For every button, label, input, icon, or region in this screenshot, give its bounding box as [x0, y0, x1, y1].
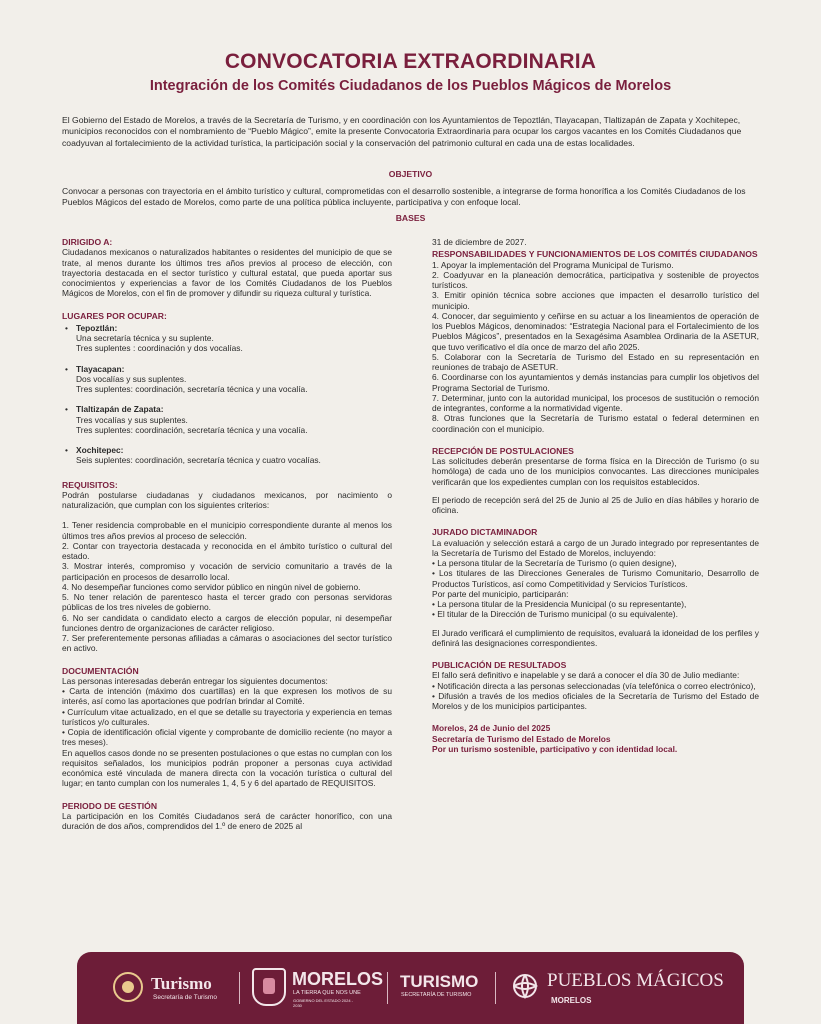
- lugar-name: • Xochitepec:: [76, 445, 124, 455]
- logo-sectur-sub: SECRETARÍA DE TURISMO: [401, 992, 472, 998]
- requisito-item: 1. Tener residencia comprobable en el municipio correspondiente durante al menos los últimos tres años previos al proceso de selección.: [62, 520, 392, 541]
- logo-pueblos-sub: MORELOS: [551, 996, 592, 1005]
- lugar-name: • Tepoztlán:: [76, 322, 118, 333]
- jurado-item: • Los titulares de las Direcciones Generales de Turismo Comunitario, Desarrollo de Productos Turísticos, así como Competitividad y Servicios Turísticos.: [432, 568, 759, 589]
- requisito-item: 2. Contar con trayectoria destacada y reconocida en el ámbito turístico o cultural del estado.: [62, 540, 392, 561]
- page-subtitle: Integración de los Comités Ciudadanos de los Pueblos Mágicos de Morelos: [149, 78, 672, 94]
- requisito-item: 3. Mostrar interés, compromiso y vocación de servicio comunitario a través de la participación en procesos de desarrollo local.: [62, 561, 392, 582]
- signature-office: Secretaría de Turismo del Estado de Morelos: [432, 733, 611, 744]
- page-title: CONVOCATORIA EXTRAORDINARIA: [224, 50, 597, 73]
- logo-turismo-sub: Secretaría de Turismo: [153, 994, 217, 1001]
- jurado-municipio-item: • La persona titular de la Presidencia Municipal (o su representante),: [432, 599, 687, 609]
- jurado-municipio-item: • El titular de la Dirección de Turismo municipal (o su equivalente).: [432, 609, 678, 620]
- requisitos-intro: Podrán postularse ciudadanas y ciudadanos mexicanos, por nacimiento o naturalización, que cumplan con los siguientes criterios:: [62, 489, 392, 510]
- requisito-item: 4. No desempeñar funciones como servidor público en ningún nivel de gobierno.: [62, 581, 361, 592]
- lugares-heading: LUGARES POR OCUPAR:: [62, 310, 167, 321]
- responsabilidad-item: 5. Colaborar con la Secretaría de Turismo del Estado en su representación en reuniones de trabajo de ASETUR.: [432, 351, 759, 372]
- logo-morelos-small: GOBIERNO DEL ESTADO 2024 - 2030: [293, 998, 354, 1008]
- objetivo-text: Convocar a personas con trayectoria en el ámbito turístico y cultural, comprometidas con el desarrollo sostenible, a integrarse de forma honorífica a los Comités Ciudadanos de los Pueblos Mágicos del estado de Morelos, como parte de una política pública incluyente, participativa y con enfoque local.: [62, 186, 746, 208]
- lugar-name: • Tlaltizapán de Zapata:: [76, 404, 164, 415]
- lugar-name: • Tlayacapan:: [76, 363, 125, 374]
- requisito-item: 7. Ser preferentemente personas afiliadas a cámaras o asociaciones del sector turístico en activo.: [62, 633, 392, 654]
- lugar-item: [62, 445, 392, 466]
- footer-divider: [239, 972, 240, 1004]
- lugar-line: Dos vocalías y sus suplentes.: [76, 373, 187, 384]
- responsabilidad-item: 7. Determinar, junto con la autoridad municipal, los procesos de sustitución o remoción de integrantes, conforme a la normatividad vigente.: [432, 392, 759, 413]
- lugar-line: Tres suplentes : coordinación y dos vocalías.: [76, 343, 243, 354]
- lugar-line: Tres suplentes: coordinación, secretaría técnica y una vocalía.: [76, 424, 308, 435]
- documento-item: • Copia de identificación oficial vigente y comprobante de domicilio reciente (no mayor a tres meses).: [62, 727, 392, 748]
- logo-morelos-title: MORELOS: [292, 969, 384, 989]
- recepcion-heading: RECEPCIÓN DE POSTULACIONES: [432, 445, 574, 456]
- logo-morelos-sub: LA TIERRA QUE NOS UNE: [293, 990, 361, 996]
- dirigido-heading: DIRIGIDO A:: [62, 237, 113, 247]
- lugar-item: [62, 404, 392, 435]
- logo-pueblos-title: PUEBLOS MÁGICOS: [547, 970, 724, 991]
- logo-turismo-title: Turismo: [151, 974, 212, 993]
- footer-divider: [387, 972, 388, 1004]
- state-seal-icon: [113, 972, 143, 1002]
- lugar-item: [62, 323, 392, 354]
- responsabilidad-item: 1. Apoyar la implementación del Programa Municipal de Turismo.: [432, 259, 674, 270]
- intro-paragraph: El Gobierno del Estado de Morelos, a través de la Secretaría de Turismo, y en coordinación con los Ayuntamientos de Tepoztlán, Tlayacapan, Tlaltizapán de Zapata y Xochitepec, municipios reconocidos con el nombramiento de “Pueblo Mágico”, emite la presente Convocatoria Extraordinaria para ocupar los cargos vacantes en los Comités Ciudadanos que coadyuvan al fortalecimiento de la actividad turística, la participación social y la conservación del patrimonio cultural en cada una de estas localidades.: [62, 115, 742, 148]
- documento-item: • Currículum vitae actualizado, en el que se detalle su trayectoria y experiencia en temas turísticos y/o culturales.: [62, 706, 392, 727]
- documentacion-note: En aquellos casos donde no se presenten postulaciones o que estas no cumplan con los requisitos señalados, los municipios podrán proponer a personas cuya actividad económica esté vinculada de manera directa con la vocación turística o cultural del lugar; en tanto cumplan con los numerales 1, 4, 5 y 6 del apartado de REQUISITOS.: [62, 747, 392, 789]
- footer-logo-band: [77, 952, 744, 1024]
- responsabilidad-item: 2. Coadyuvar en la planeación democrática, participativa y sostenible de proyectos turísticos.: [432, 269, 759, 290]
- lugar-line: Tres vocalías y sus suplentes.: [76, 414, 188, 425]
- responsabilidad-item: 8. Otras funciones que la Secretaría de Turismo estatal o federal determinen en coordinación con el municipio.: [432, 413, 759, 434]
- documentacion-heading: DOCUMENTACIÓN: [62, 665, 139, 676]
- publicacion-item: • Notificación directa a las personas seleccionadas (vía telefónica o correo electrónico),: [432, 680, 756, 691]
- jurado-text: La evaluación y selección estará a cargo de un Jurado integrado por representantes de la Secretaría de Turismo del Estado de Morelos, incluyendo:: [432, 537, 759, 558]
- signature-slogan: Por un turismo sostenible, participativo y con identidad local.: [432, 743, 678, 754]
- responsabilidad-item: 6. Coordinarse con los ayuntamientos y demás instancias para cumplir los objetivos del Programa Sectorial de Turismo.: [432, 372, 759, 393]
- jurado-note: El Jurado verificará el cumplimiento de requisitos, evaluará la idoneidad de los perfiles y definirá las designaciones correspondientes.: [432, 627, 759, 648]
- lugar-line: Tres suplentes: coordinación, secretaría técnica y una vocalía.: [76, 384, 308, 394]
- periodo-continued: 31 de diciembre de 2027.: [432, 237, 527, 247]
- objetivo-heading: OBJETIVO: [388, 169, 433, 179]
- recepcion-text: Las solicitudes deberán presentarse de forma física en la Dirección de Turismo (o su homóloga) de cada uno de los municipios convocantes. Las direcciones municipales verificarán que los expedientes cumplan con los requisitos establecidos.: [432, 456, 759, 487]
- logo-sectur-title: TURISMO: [400, 972, 479, 991]
- requisitos-heading: REQUISITOS:: [62, 479, 118, 490]
- requisito-item: 6. No ser candidata o candidato electo a cargos de elección popular, ni desempeñar funciones dentro de organizaciones de carácter religioso.: [62, 612, 392, 633]
- bases-heading: BASES: [395, 213, 426, 223]
- dirigido-text: Ciudadanos mexicanos o naturalizados habitantes o residentes del municipio de que se trate, al menos durante los últimos tres años previos al proceso de elección, con trayectoria destacada en el sector turístico y cultural estatal, que pueda aportar sus conocimientos y experiencias a favor de los Comités Ciudadanos de los Pueblos Mágicos de Morelos, con el fin de promover y difundir su riqueza cultural y turística.: [62, 247, 392, 299]
- left-column: [62, 237, 392, 831]
- jurado-heading: JURADO DICTAMINADOR: [432, 527, 538, 538]
- publicacion-heading: PUBLICACIÓN DE RESULTADOS: [432, 660, 567, 670]
- lugar-line: Seis suplentes: coordinación, secretaría técnica y cuatro vocalías.: [76, 455, 321, 466]
- lugar-item: [62, 364, 392, 395]
- documentacion-intro: Las personas interesadas deberán entregar los siguientes documentos:: [62, 675, 328, 686]
- responsabilidades-heading: RESPONSABILIDADES Y FUNCIONAMIENTOS DE LOS COMITÉS CIUDADANOS: [432, 249, 758, 260]
- morelos-emblem-icon: [252, 968, 286, 1006]
- signature-date: Morelos, 24 de Junio del 2025: [432, 723, 551, 734]
- jurado-municipio-intro: Por parte del municipio, participarán:: [432, 588, 569, 599]
- periodo-heading: PERIODO DE GESTIÓN: [62, 800, 158, 811]
- publicacion-item: • Difusión a través de los medios oficiales de la Secretaría de Turismo del Estado de Morelos y de los municipios participantes.: [432, 690, 759, 711]
- responsabilidad-item: 4. Conocer, dar seguimiento y ceñirse en su actuar a los lineamientos de operación de los Pueblos Mágicos, denominados: “Estrategia Nacional para el Fortalecimiento de los Pueblos Mágicos”, presentados en la Sexagésima Asamblea Ordinaria de la ASETUR, que tuvo verificativo el día once de marzo del año 2025.: [432, 310, 759, 352]
- jurado-item: • La persona titular de la Secretaría de Turismo (o quien designe),: [432, 558, 677, 568]
- lugar-line: Una secretaría técnica y su suplente.: [76, 333, 214, 343]
- right-column: [432, 237, 759, 754]
- documento-item: • Carta de intención (máximo dos cuartillas) en la que expresen los motivos de su interés, así como las aportaciones que podrían brindar al Comité.: [62, 686, 392, 707]
- publicacion-text: El fallo será definitivo e inapelable y se dará a conocer el día 30 de Julio mediante:: [432, 670, 740, 681]
- responsabilidad-item: 3. Emitir opinión técnica sobre acciones que impacten el desarrollo turístico del municipio.: [432, 290, 759, 311]
- periodo-text: La participación en los Comités Ciudadanos será de carácter honorífico, con una duración de dos años, comprendidos del 1.º de enero de 2025 al: [62, 810, 392, 831]
- recepcion-periodo: El periodo de recepción será del 25 de Junio al 25 de Julio en días hábiles y horario de oficina.: [432, 494, 759, 515]
- footer-divider: [495, 972, 496, 1004]
- requisito-item: 5. No tener relación de parentesco hasta el tercer grado con personas servidoras públicas de los tres niveles de gobierno.: [62, 592, 392, 613]
- pueblos-magicos-icon: [509, 970, 541, 1002]
